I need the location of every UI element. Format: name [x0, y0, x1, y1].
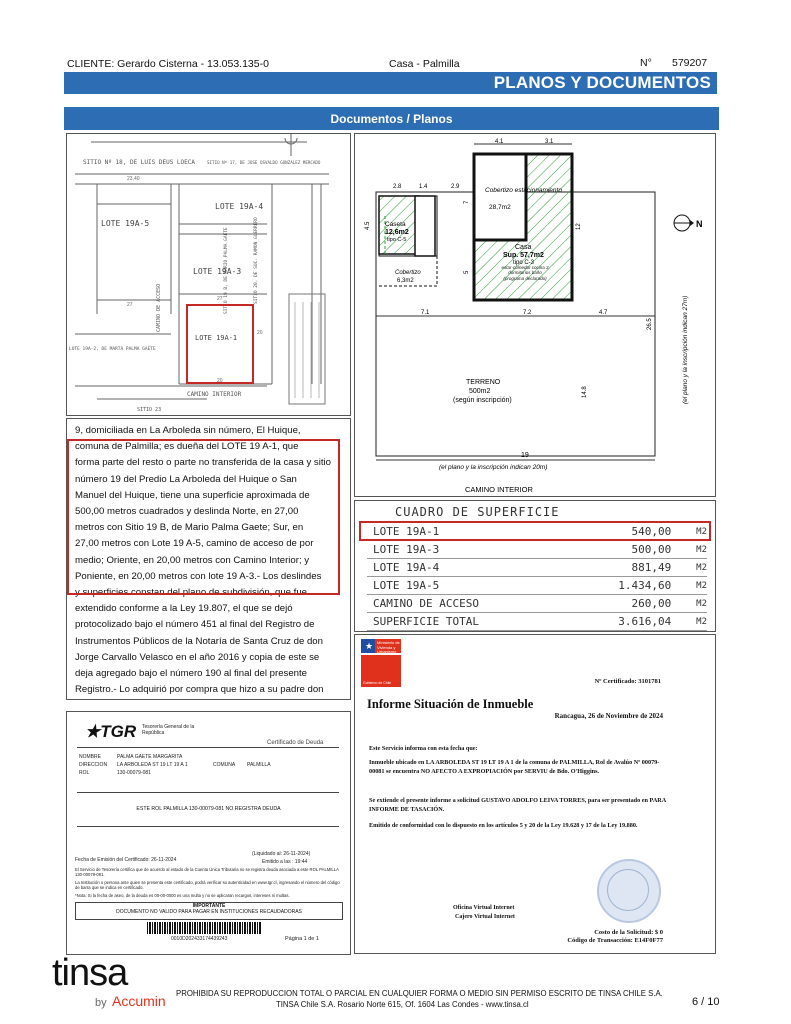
legal-line: Poniente, en 20,00 metros con lote 19 A-3.- Los deslindes	[75, 570, 322, 582]
tgr-issued: Fecha de Emisión del Certificado: 26-11-2024	[75, 857, 177, 863]
property-label: Casa - Palmilla	[389, 58, 460, 70]
area-row-name: LOTE 19A-5	[373, 579, 440, 592]
tgr-logo	[85, 722, 136, 742]
tgr-invalid: DOCUMENTO NO VALIDO PARA PAGAR EN INSTITUCIONES RECAUDADORAS	[116, 909, 302, 915]
area-row-unit: M2	[696, 544, 707, 555]
legal-line: y superficies constan del plano de subdivisión, que fue	[75, 587, 307, 599]
casa-area: Sup. 57,7m2	[503, 252, 544, 259]
area-row-unit: M2	[696, 616, 707, 627]
plan-label-lote-1: LOTE 19A-1	[195, 334, 238, 342]
caseta-type: tipo C-5	[387, 237, 407, 243]
legal-line: Registro.- Lo adquirió por compra que hizo a su padre don	[75, 684, 324, 696]
caseta-label: Caseta	[385, 221, 406, 228]
minvu-certificate-panel	[354, 634, 716, 954]
plan-label-camino-acceso: CAMINO DE ACCESO	[156, 283, 162, 332]
dim-mid-3: 4.7	[599, 310, 608, 316]
dim-vert-2: 7	[464, 200, 470, 204]
page-number: 6 / 10	[692, 996, 720, 1008]
area-table-panel	[354, 500, 716, 632]
tgr-comuna: PALMILLA	[247, 762, 271, 768]
plan-label-lote-5: LOTE 19A-5	[101, 219, 150, 228]
area-row-value: 881,49	[631, 561, 672, 574]
plan-label-sitio20: SITIO 20, DE SUC. RAMON GUERRERO	[254, 217, 259, 304]
minvu-place-date: Rancagua, 26 de Noviembre de 2024	[554, 712, 663, 720]
dim-left-2: 1.4	[419, 184, 428, 190]
tgr-org: Tesorería General de la República	[142, 724, 195, 736]
plan-stamp	[289, 294, 325, 404]
plan-label-sitio23: SITIO 23	[137, 407, 162, 413]
plan-dim: 27	[127, 302, 133, 308]
tgr-doc-title: Certificado de Deuda	[267, 740, 324, 746]
subdivision-plan-panel	[66, 133, 351, 416]
plan-dim: 20	[257, 330, 263, 336]
tgr-no-debt: ESTE ROL PALMILLA 130-00079-081 NO REGISTRA DEUDA	[136, 806, 281, 812]
tgr-body3: *Nota: Si la fecha de aseo, de la deuda es 00-00-0000 es una multa y no se aplicaran recargos, intereses ni multas.	[75, 893, 290, 898]
dim-top-1: 4.1	[495, 139, 504, 145]
minvu-title: Informe Situación de Inmueble	[367, 697, 534, 711]
plan-label-lote-2: LOTE 19A-2, DE MARTA PALMA GAETE	[69, 347, 156, 352]
legal-line: forma parte del resto o parte no transferida de la casa y sitio	[75, 457, 331, 469]
lote-19a1-highlight	[186, 304, 254, 384]
dim-vert-4: 12	[576, 223, 582, 230]
tgr-comuna-label: COMUNA	[213, 762, 236, 768]
legal-line: extendido conforme a la Ley 19.807, el que se dejó	[75, 603, 293, 615]
number-prefix: N°	[640, 57, 652, 69]
tinsa-logo: tinsa	[52, 952, 128, 994]
tgr-body1: El Servicio de Tesorería certifica que de acuerdo al estado de la Cuenta Única Tributaria no se registra deuda asociada a este ROL PALMILLA 130-00079-081.	[75, 867, 339, 877]
footer-by: by	[95, 997, 107, 1009]
legal-line: 500,00 metros cuadrados y deslinda Norte, en 27,00	[75, 506, 299, 518]
dim-mid-1: 7.1	[421, 310, 430, 316]
road-label: CAMINO INTERIOR	[465, 485, 533, 494]
area-row	[367, 541, 707, 559]
minvu-ministry: Ministerio de Vivienda y Urbanismo	[377, 640, 400, 654]
legal-text-panel	[66, 418, 351, 700]
area-row-value: 260,00	[631, 597, 672, 610]
accumin-logo: Accumin	[112, 993, 166, 1009]
minvu-cost: Costo de la Solicitud: $ 0	[594, 929, 663, 936]
dim-mid-2: 7.2	[523, 310, 532, 316]
north-label: N	[696, 219, 703, 229]
legal-line: Jorge Carvallo Velasco en el año 2016 y copia de este se	[75, 651, 320, 663]
area-row-value: 3.616,04	[618, 615, 672, 628]
cobertizo-est-label: Cobertizo estacionamiento	[485, 187, 562, 194]
area-row	[367, 595, 707, 613]
minvu-office: Oficina Virtual Internet	[453, 905, 515, 911]
minvu-tx: Código de Transacción: E14F0F77	[567, 937, 663, 944]
terreno-note: (según inscripción)	[453, 397, 512, 404]
legal-line: medio; Oriente, en 20,00 metros con Camino Interior; y	[75, 554, 310, 566]
minvu-p1: Este Servicio informa con esta fecha que:	[369, 745, 478, 752]
legal-line: Manuel del Huique, tiene una superficie aproximada de	[75, 489, 310, 501]
legal-line: deja agregado bajo el número 190 al final del presente	[75, 668, 308, 680]
area-row-unit: M2	[696, 526, 707, 537]
minvu-gov: Gobierno de Chile	[363, 681, 392, 685]
cobertizo-label: Cobertizo	[395, 270, 421, 276]
plan-label-sitio18: SITIO Nº 18, DE LUIS DEUS LOECA	[83, 159, 195, 166]
legal-line: 9, domiciliada en La Arboleda sin número, El Huique,	[75, 425, 301, 436]
area-row-unit: M2	[696, 598, 707, 609]
minvu-cashier: Cajero Virtual Internet	[455, 914, 515, 920]
minvu-p2: Inmueble ubicado en LA ARBOLEDA ST 19 LT 19 A 1 de la comuna de PALMILLA, Rol de Avalúo Nº 00079-00081 se encuentra NO AFECTO A EXPROPIACIÓN por SERVIU de Bdo. O'Higgins.	[369, 759, 660, 775]
star-icon: ★	[85, 722, 101, 741]
section-title-bar	[64, 72, 717, 94]
minvu-p3: Se extiende el presente informe a solicitud GUSTAVO ADOLFO LEIVA TORRES, para ser presentado en PARA INFORME DE TASACIÓN.	[369, 797, 666, 813]
tgr-logo-text: TGR	[100, 722, 137, 741]
area-table-title: CUADRO DE SUPERFICIE	[395, 505, 560, 519]
subsection-title: Documentos / Planos	[330, 112, 453, 126]
dim-bottom: 19	[521, 452, 529, 459]
legal-highlight	[67, 439, 340, 595]
north-arrow-icon	[674, 215, 703, 231]
right-note: (el plano y la inscripción indican 27m)	[682, 295, 689, 404]
tgr-page: Página 1 de 1	[285, 936, 319, 942]
dim-vert-1: 4.5	[365, 221, 371, 230]
tgr-barcode	[147, 922, 262, 934]
tgr-field-label: ROL	[79, 770, 90, 776]
area-row-value: 1.434,60	[618, 579, 672, 592]
plan-label-sitio19b: SITIO 19 B, DE MARIO PALMA GAETE	[224, 227, 229, 314]
dim-left-3: 2.9	[451, 184, 460, 190]
tgr-important-box	[75, 902, 343, 920]
legal-line: comuna de Palmilla; es dueña del LOTE 19 A-1, que	[75, 441, 299, 453]
terreno-area: 500m2	[469, 388, 491, 395]
tgr-barcode-number: 0010D202433174439243	[171, 936, 228, 942]
legal-line: Instrumentos Públicos de la Notaría de Santa Cruz de don	[75, 635, 323, 647]
plan-label-lote-4: LOTE 19A-4	[215, 202, 264, 211]
plan-dim: 20	[217, 378, 223, 384]
client-label: CLIENTE: Gerardo Cisterna - 13.053.135-0	[67, 58, 269, 70]
area-row-unit: M2	[696, 562, 707, 573]
tgr-field-value: PALMA GAETE MARGARITA	[117, 754, 183, 760]
footer-line2: TINSA Chile S.A. Rosario Norte 615, Of. 1604 Las Condes - www.tinsa.cl	[276, 1000, 529, 1009]
casa-label: Casa	[515, 244, 532, 251]
minvu-logo	[361, 639, 401, 689]
plan-label-camino-interior: CAMINO INTERIOR	[187, 391, 242, 398]
tgr-settled: (Liquidado al: 26-11-2024)	[252, 851, 311, 857]
area-row-total	[367, 613, 707, 631]
minvu-seal	[597, 859, 661, 923]
area-row-name: CAMINO DE ACCESO	[373, 597, 479, 610]
legal-line: metros con Sitio 19 B, de Mario Palma Gaete; Sur, en	[75, 522, 304, 534]
site-plan-drawing	[355, 134, 715, 496]
lote-19a1-row-highlight	[359, 521, 711, 541]
legal-line: protocolizado bajo el número 451 al final del Registro de	[75, 619, 315, 631]
minvu-cert-no: Nº Certificado: 3101781	[594, 678, 661, 685]
terreno-label: TERRENO	[466, 379, 501, 386]
area-row-unit: M2	[696, 580, 707, 591]
minvu-p4: Emitido de conformidad con lo dispuesto en los artículos 5 y 20 de la Ley 19.628 y 17 de la Ley 19.880.	[369, 822, 638, 829]
plan-dim: 27	[217, 296, 223, 302]
dim-right: 26.5	[647, 318, 653, 330]
tgr-field-value: 130-00079-081	[117, 770, 151, 776]
subsection-title-bar	[64, 107, 719, 130]
plan-label-sitio17: SITIO Nº 17, DE JOSE OSVALDO GONZALEZ MERCADO	[207, 160, 321, 165]
area-row-name: LOTE 19A-1	[373, 525, 440, 538]
legal-line: número 19 del Predio La Arboleda del Huique o San	[75, 473, 297, 485]
area-row-value: 540,00	[631, 525, 672, 538]
dim-vert-3: 5	[464, 270, 470, 274]
area-row	[367, 559, 707, 577]
report-number: 579207	[672, 57, 708, 69]
area-row-name: LOTE 19A-3	[373, 543, 440, 556]
casa-note: estar-comedor cocina 3 dormitorios baño (programa declarado)	[501, 265, 549, 281]
section-title: PLANOS Y DOCUMENTOS	[493, 73, 711, 92]
area-row-name: SUPERFICIE TOTAL	[373, 615, 479, 628]
cobertizo-area: 6,3m2	[397, 278, 414, 284]
area-row-value: 500,00	[631, 543, 672, 556]
dim-left-1: 2.8	[393, 184, 402, 190]
dim-inner: 14.8	[582, 386, 588, 398]
area-row	[367, 577, 707, 595]
plan-dim: 23,40	[127, 176, 140, 182]
site-plan-panel	[354, 133, 716, 497]
dim-top-2: 3.1	[545, 139, 554, 145]
legal-line: 27,00 metros con Lote 19 A-5, camino de acceso de por	[75, 538, 314, 550]
tgr-body2: La Institución o persona ante quien se presenta este certificado, podrá verificar su autenticidad en www.tgr.cl, ingresando el número del código de barra que se indica en certificado.	[75, 880, 340, 890]
area-row-name: LOTE 19A-4	[373, 561, 440, 574]
plan-label-lote-3: LOTE 19A-3	[193, 267, 242, 276]
tgr-field-label: NOMBRE	[79, 754, 101, 760]
tgr-time: Emitido a las : 19:44	[262, 859, 308, 865]
tgr-important: IMPORTANTE	[192, 903, 226, 909]
tgr-certificate-panel	[66, 711, 351, 955]
star-icon: ★	[365, 641, 374, 651]
footer-line1: PROHIBIDA SU REPRODUCCION TOTAL O PARCIAL EN CUALQUIER FORMA O MEDIO SIN PERMISO ESCRITO DE TINSA CHILE S.A.	[176, 989, 663, 998]
caseta-area: 12,6m2	[385, 229, 409, 236]
tgr-field-value: LA ARBOLEDA ST 19 LT 19 A 1	[117, 762, 188, 768]
cobertizo-est-area: 28,7m2	[489, 204, 511, 211]
casa-type: tipo C-3	[513, 260, 535, 266]
bottom-note: (el plano y la inscripción indican 20m)	[439, 464, 548, 471]
tgr-field-label: DIRECCION	[79, 762, 108, 768]
